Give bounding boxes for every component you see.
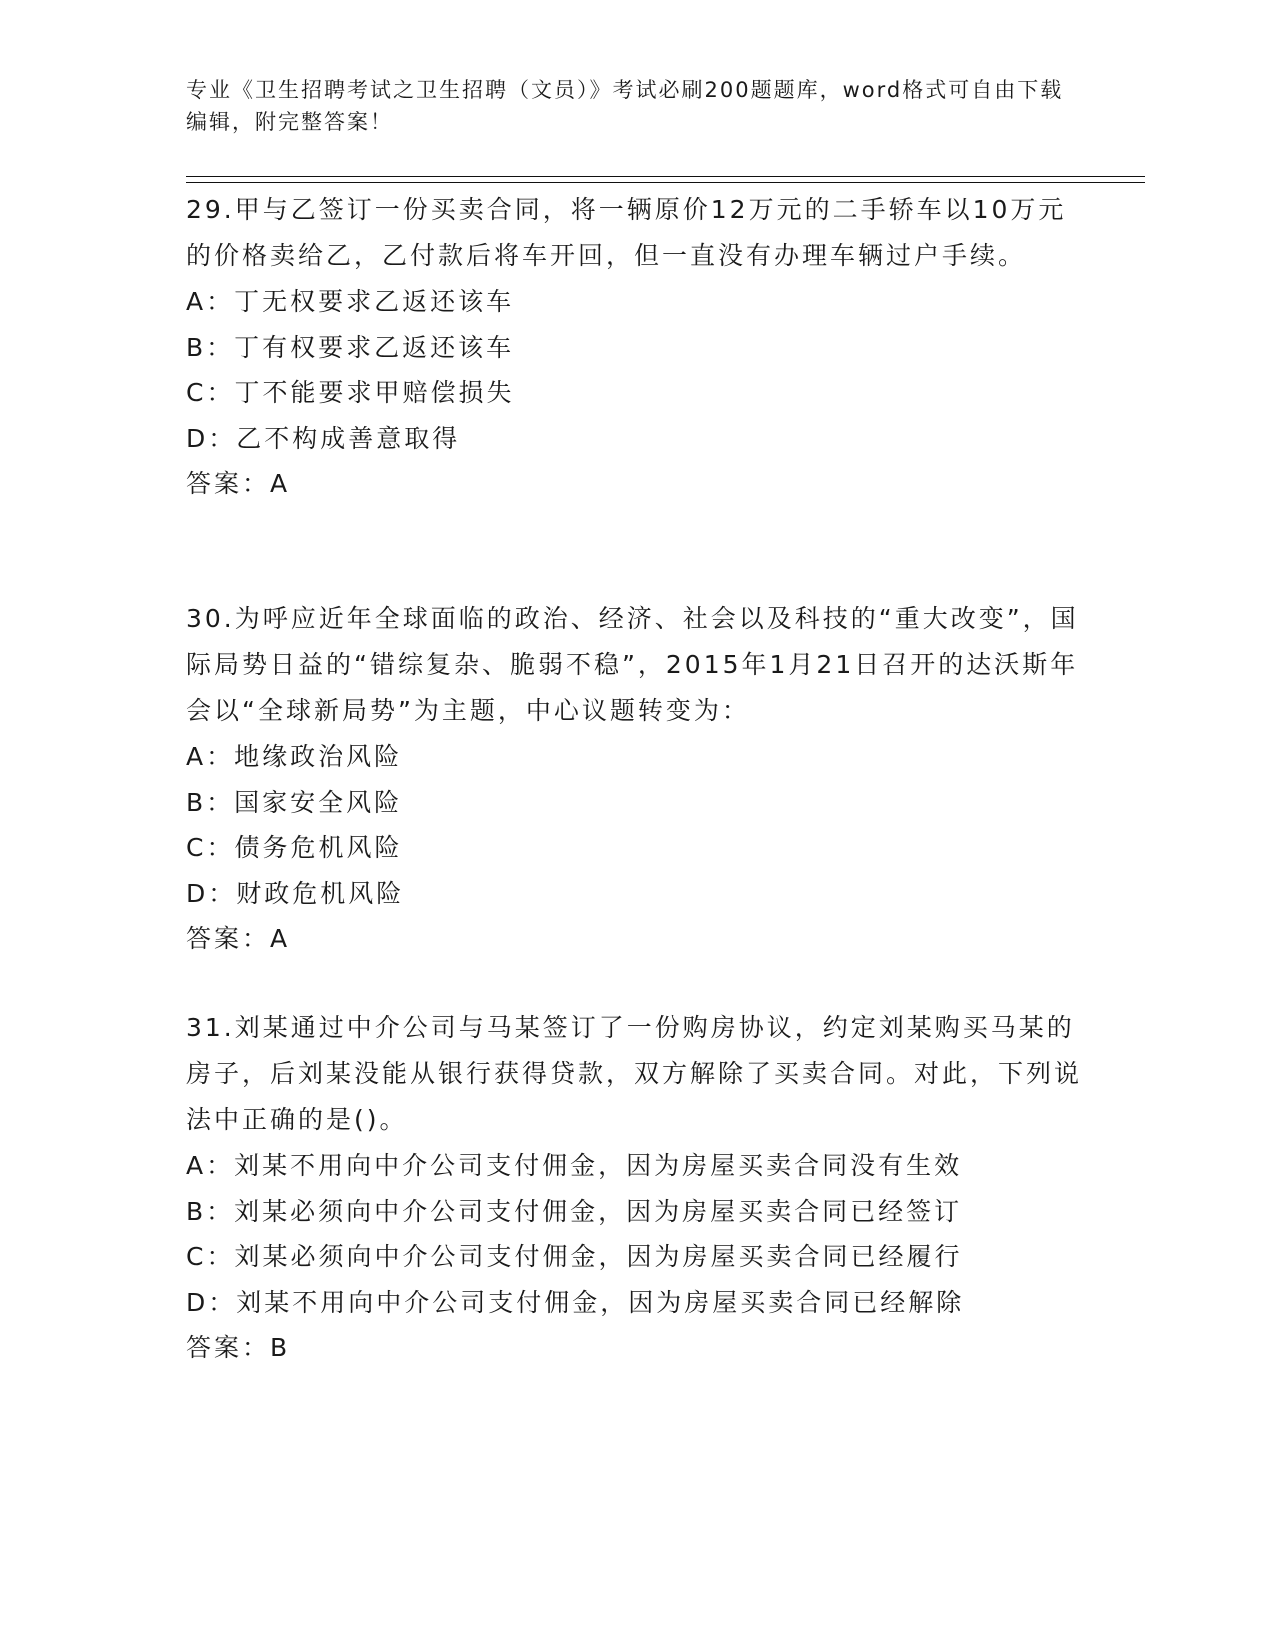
question-stem: 29.甲与乙签订一份买卖合同，将一辆原价12万元的二手轿车以10万元的价格卖给乙，乙付款后将车开回，但一直没有办理车辆过户手续。 [186,195,1067,270]
option-d: D：乙不构成善意取得 [186,423,461,453]
question-30 [186,596,1086,962]
option-b: B：国家安全风险 [186,787,403,817]
option-b: B：刘某必须向中介公司支付佣金，因为房屋买卖合同已经签订 [186,1196,963,1226]
question-29 [186,187,1086,507]
question-stem: 30.为呼应近年全球面临的政治、经济、社会以及科技的“重大改变”，国际局势日益的“错综复杂、脆弱不稳”，2015年1月21日召开的达沃斯年会以“全球新局势”为主题，中心议题转变为： [186,604,1079,725]
header-divider-bottom [186,182,1145,183]
option-c: C：丁不能要求甲赔偿损失 [186,378,515,407]
answer-label: 答案：A [186,924,291,953]
header-text: 专业《卫生招聘考试之卫生招聘（文员）》考试必刷200题题库，word格式可自由下载编辑，附完整答案！ [186,78,1064,134]
option-b: B：丁有权要求乙返还该车 [186,332,515,362]
option-d: D：财政危机风险 [186,878,405,908]
option-d: D：刘某不用向中介公司支付佣金，因为房屋买卖合同已经解除 [186,1287,965,1317]
answer-label: 答案：B [186,1333,291,1362]
option-a: A：刘某不用向中介公司支付佣金，因为房屋买卖合同没有生效 [186,1151,963,1180]
question-31 [186,1005,1086,1371]
option-a: A：地缘政治风险 [186,742,403,771]
option-c: C：债务危机风险 [186,833,403,862]
option-a: A：丁无权要求乙返还该车 [186,287,515,316]
answer-label: 答案：A [186,469,291,498]
question-stem: 31.刘某通过中介公司与马某签订了一份购房协议，约定刘某购买马某的房子，后刘某没能从银行获得贷款，双方解除了买卖合同。对此，下列说法中正确的是()。 [186,1013,1083,1134]
document-header [186,74,1066,138]
header-divider-top [186,176,1145,177]
option-c: C：刘某必须向中介公司支付佣金，因为房屋买卖合同已经履行 [186,1242,963,1271]
